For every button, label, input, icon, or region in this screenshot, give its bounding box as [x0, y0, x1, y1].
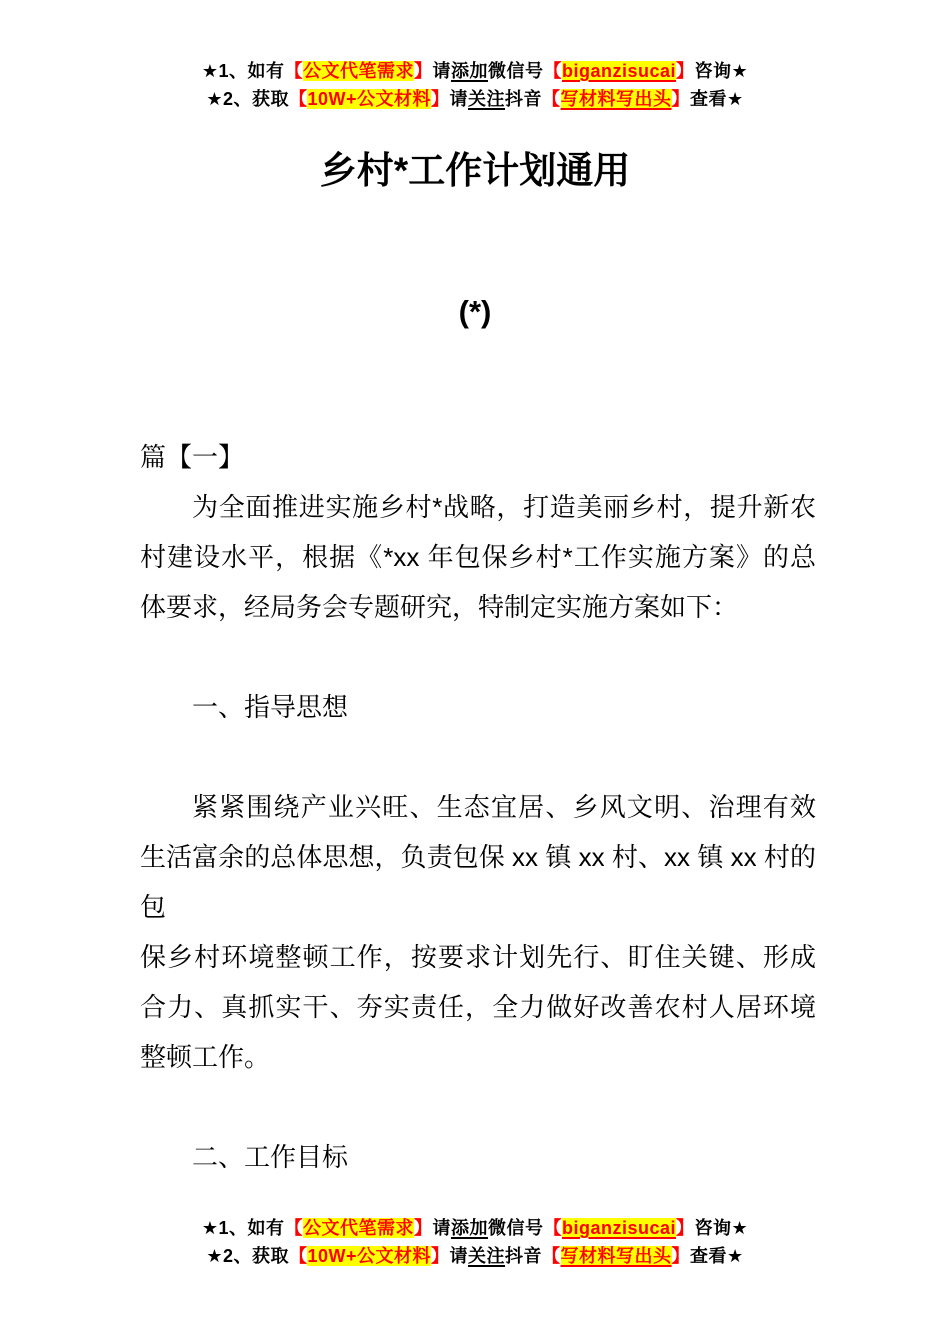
promo-segment: biganzisucai — [561, 1218, 677, 1238]
promo-header-line-2 — [0, 85, 950, 113]
promo-segment: 抖音 — [505, 1246, 543, 1266]
promo-segment: 公文代笔需求 — [302, 1218, 414, 1238]
section-heading: 一、指导思想 — [192, 692, 349, 722]
promo-segment: 】 — [431, 1246, 450, 1266]
promo-segment: 查看★ — [690, 1246, 744, 1266]
promo-segment: 查看★ — [690, 89, 744, 109]
promo-segment: 关注 — [468, 1246, 506, 1266]
promo-footer-line-1 — [0, 1214, 950, 1242]
promo-segment: 写材料写出头 — [560, 89, 672, 109]
document-subtitle: (*) — [458, 294, 492, 329]
promo-segment: 关注 — [468, 89, 506, 109]
promo-segment: 】 — [676, 1218, 695, 1238]
promo-segment: 咨询★ — [694, 61, 749, 81]
paragraph-line: 保乡村环境整顿工作，按要求计划先行、盯住关键、形成 — [140, 942, 816, 972]
promo-segment: 】 — [671, 1246, 691, 1266]
promo-segment: biganzisucai — [561, 61, 677, 81]
section-label: 篇【一】 — [140, 442, 245, 472]
promo-segment: 微信号 — [487, 61, 544, 81]
paragraph-line: 村建设水平，根据《*xx 年包保乡村*工作实施方案》的总 — [140, 542, 816, 572]
document-body — [140, 432, 816, 1182]
promo-segment: 【 — [288, 89, 308, 109]
promo-segment: 请 — [449, 89, 469, 109]
promo-segment: 请 — [449, 1246, 469, 1266]
paragraph-line: 合力、真抓实干、夯实责任，全力做好改善农村人居环境 — [140, 992, 816, 1022]
promo-segment: 【 — [543, 61, 562, 81]
promo-segment: 10W+公文材料 — [307, 1246, 432, 1266]
promo-segment: 】 — [676, 61, 695, 81]
promo-segment: 抖音 — [505, 89, 543, 109]
promo-segment: ★1、如有 — [201, 1218, 285, 1238]
promo-segment: ★2、获取 — [206, 1246, 289, 1266]
promo-segment: 公文代笔需求 — [302, 61, 414, 81]
promo-segment: 添加 — [450, 61, 488, 81]
paragraph-line: 整顿工作。 — [140, 1042, 271, 1072]
promo-segment: 微信号 — [487, 1218, 544, 1238]
promo-segment: 添加 — [450, 1218, 488, 1238]
promo-segment: 【 — [284, 1218, 303, 1238]
blank-line — [140, 732, 816, 782]
promo-segment: 请 — [432, 61, 451, 81]
promo-header — [0, 57, 950, 113]
promo-segment: 【 — [542, 89, 561, 109]
promo-segment: 】 — [431, 89, 450, 109]
promo-segment: 】 — [671, 89, 691, 109]
promo-footer-line-2 — [0, 1242, 950, 1270]
paragraph-line: 体要求，经局务会专题研究，特制定实施方案如下： — [140, 592, 739, 622]
document-title: 乡村*工作计划通用 — [319, 150, 631, 191]
paragraph-line: 紧紧围绕产业兴旺、生态宜居、乡风文明、治理有效 — [192, 792, 816, 822]
paragraph-line: 为全面推进实施乡村*战略，打造美丽乡村，提升新农 — [192, 492, 816, 522]
blank-line — [140, 632, 816, 682]
promo-segment: 【 — [543, 1218, 562, 1238]
promo-segment: 10W+公文材料 — [307, 89, 432, 109]
promo-segment: ★2、获取 — [206, 89, 289, 109]
promo-segment: ★1、如有 — [201, 61, 285, 81]
promo-segment: 咨询★ — [694, 1218, 749, 1238]
promo-header-line-1 — [0, 57, 950, 85]
promo-segment: 】 — [413, 61, 433, 81]
promo-segment: 【 — [288, 1246, 308, 1266]
promo-segment: 【 — [284, 61, 303, 81]
promo-segment: 请 — [432, 1218, 451, 1238]
promo-segment: 【 — [542, 1246, 561, 1266]
blank-line — [140, 1082, 816, 1132]
promo-footer — [0, 1214, 950, 1270]
section-heading: 二、工作目标 — [192, 1142, 349, 1172]
paragraph-line: 生活富余的总体思想，负责包保 xx 镇 xx 村、xx 镇 xx 村的包 — [140, 842, 816, 922]
promo-segment: 写材料写出头 — [560, 1246, 672, 1266]
promo-segment: 】 — [413, 1218, 433, 1238]
